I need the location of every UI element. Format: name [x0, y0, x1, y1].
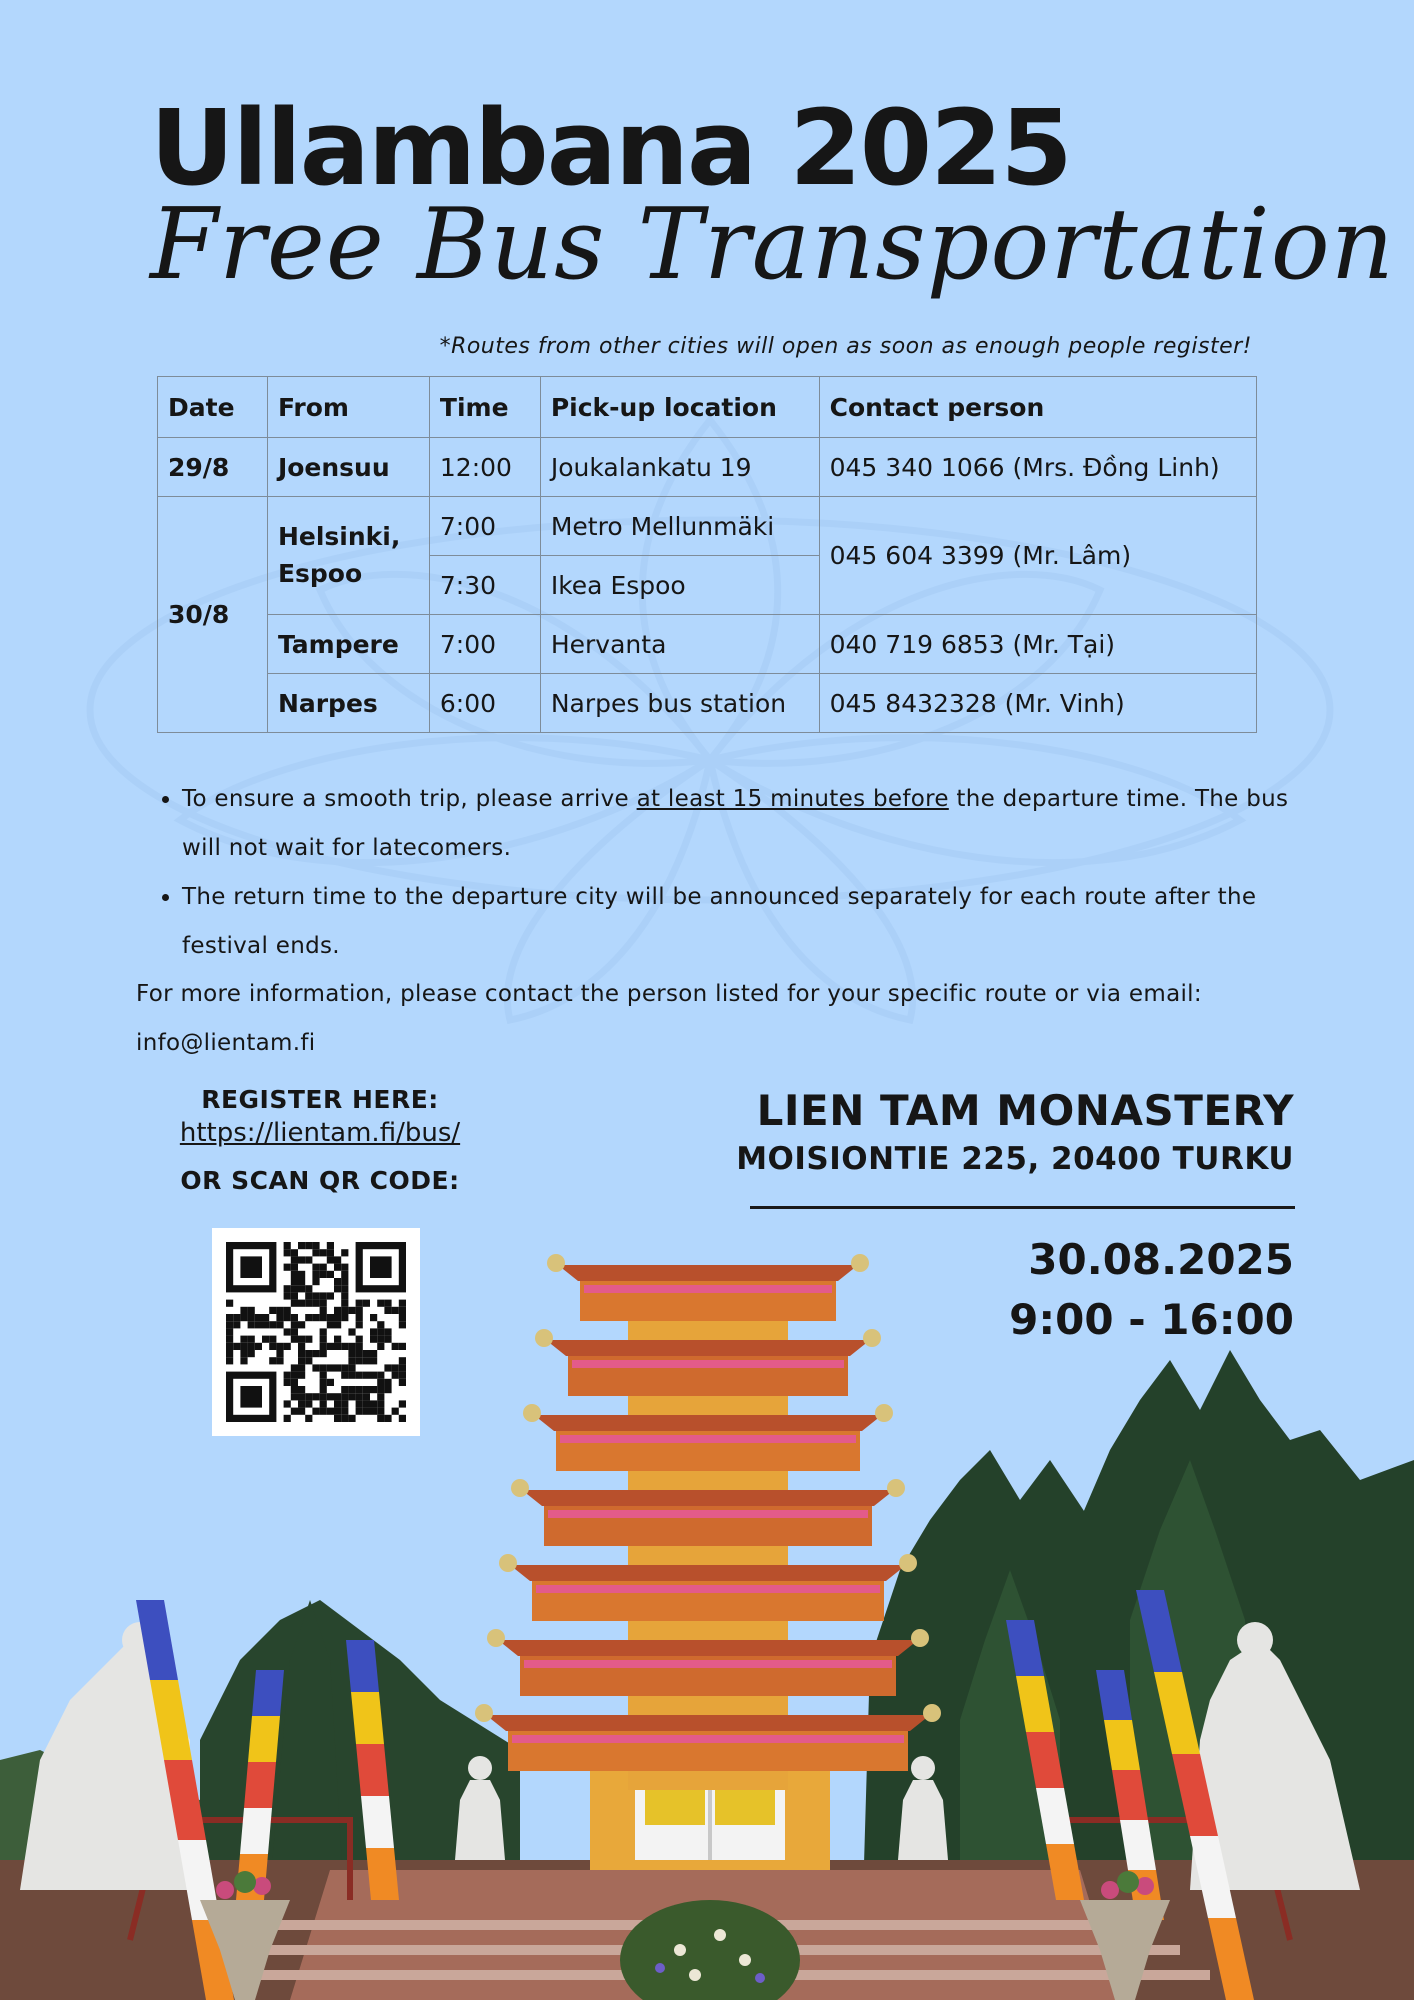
contact-info: For more information, please contact the person listed for your specific route or via email: info@lientam.fi	[136, 981, 1202, 1056]
page-subtitle: Free Bus Transportation	[150, 188, 1395, 302]
bus-routes-table	[157, 376, 1257, 733]
cell-from: Joensuu	[267, 438, 429, 497]
cell-date: 29/8	[158, 438, 268, 497]
scan-qr-label: OR SCAN QR CODE:	[180, 1166, 460, 1195]
bullet-emphasis: at least 15 minutes before	[636, 786, 949, 812]
register-link[interactable]: https://lientam.fi/bus/	[179, 1118, 461, 1148]
instructions-list	[152, 775, 1302, 971]
cell-location: Ikea Espoo	[540, 556, 819, 615]
bullet-text: the departure time. The bus will not wait for latecomers.	[182, 786, 1289, 861]
cell-contact: 045 8432328 (Mr. Vinh)	[819, 674, 1256, 733]
cell-location: Hervanta	[540, 615, 819, 674]
cell-contact: 045 604 3399 (Mr. Lâm)	[819, 497, 1256, 615]
header-date: Date	[158, 377, 268, 438]
event-time: 9:00 - 16:00	[1009, 1295, 1294, 1344]
bullet-text: To ensure a smooth trip, please arrive	[182, 786, 637, 812]
table-row	[158, 497, 1257, 556]
table-row	[158, 674, 1257, 733]
cell-from: Tampere	[267, 615, 429, 674]
header-time: Time	[429, 377, 540, 438]
monastery-name: LIEN TAM MONASTERY	[756, 1086, 1294, 1135]
list-item	[182, 775, 1302, 873]
cell-location: Joukalankatu 19	[540, 438, 819, 497]
cell-time: 7:00	[429, 497, 540, 556]
routes-note: *Routes from other cities will open as soon as enough people register!	[439, 334, 1252, 359]
cell-contact: 045 340 1066 (Mrs. Đồng Linh)	[819, 438, 1256, 497]
cell-location: Metro Mellunmäki	[540, 497, 819, 556]
header-from: From	[267, 377, 429, 438]
cell-time: 6:00	[429, 674, 540, 733]
list-item: • The return time to the departure city will be announced separately for each route after the festival ends.	[182, 873, 1302, 971]
cell-time: 7:30	[429, 556, 540, 615]
monastery-address: MOISIONTIE 225, 20400 TURKU	[736, 1141, 1294, 1177]
page-title: Ullambana 2025	[150, 87, 1071, 209]
cell-from: Helsinki, Espoo	[267, 497, 429, 615]
event-date: 30.08.2025	[1028, 1235, 1294, 1284]
pagoda-photo	[0, 1100, 1414, 2000]
cell-from: Narpes	[267, 674, 429, 733]
table-row	[158, 438, 1257, 497]
table-row	[158, 615, 1257, 674]
cell-time: 12:00	[429, 438, 540, 497]
cell-location: Narpes bus station	[540, 674, 819, 733]
cell-contact: 040 719 6853 (Mr. Tại)	[819, 615, 1256, 674]
cell-date: 30/8	[158, 497, 268, 733]
header-contact-person: Contact person	[819, 377, 1256, 438]
table-header-row	[158, 377, 1257, 438]
header-pickup-location: Pick-up location	[540, 377, 819, 438]
register-label: REGISTER HERE:	[201, 1085, 439, 1114]
cell-time: 7:00	[429, 615, 540, 674]
